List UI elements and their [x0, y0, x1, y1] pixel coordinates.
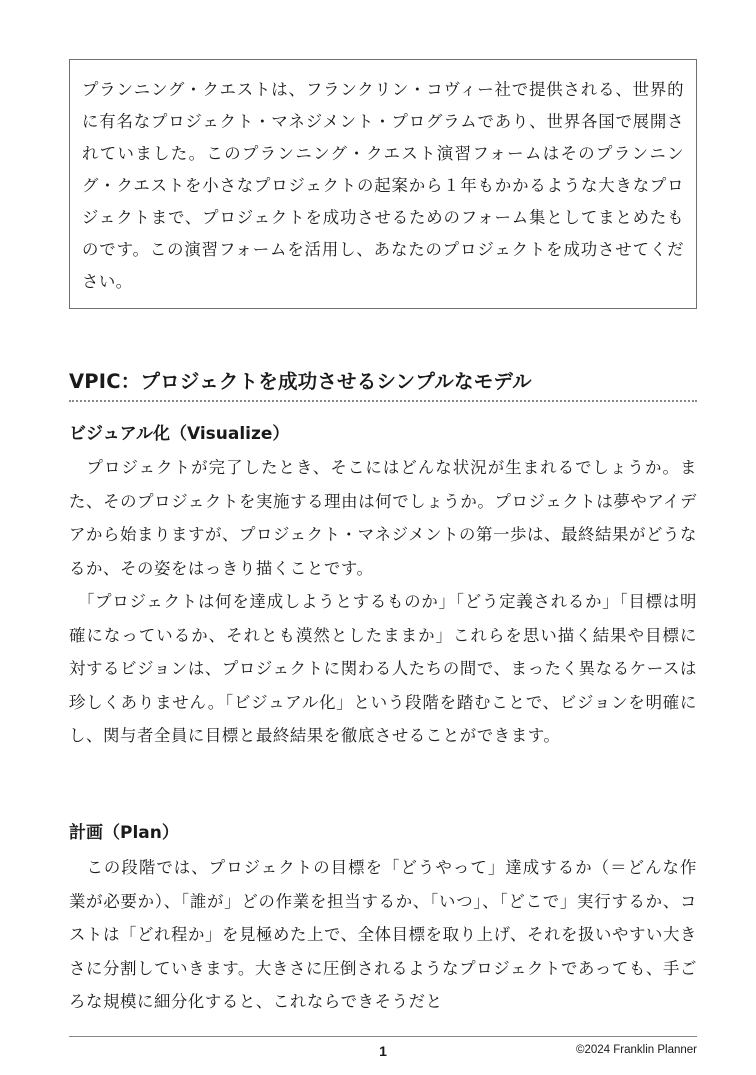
copyright-notice: ©2024 Franklin Planner	[576, 1044, 697, 1056]
visualize-paragraph-1: プロジェクトが完了したとき、そこにはどんな状況が生まれるでしょうか。また、そのプロジェクトを実施する理由は何でしょうか。プロジェクトは夢やアイデアから始まりますが、プロジェクト・マネジメントの第一歩は、最終結果がどうなるか、その姿をはっきり描くことです。	[69, 458, 697, 578]
visualize-heading: ビジュアル化（Visualize）	[69, 424, 290, 444]
visualize-paragraph-2: 「プロジェクトは何を達成しようとするものか」「どう定義されるか」「目標は明確になっているか、それとも漠然としたままか」これらを思い描く結果や目標に対するビジョンは、プロジェクトに関わる人たちの間で、まったく異なるケースは珍しくありません。「ビジュアル化」という段階を踏むことで、ビジョンを明確にし、関与者全員に目標と最終結果を徹底させることができます。	[69, 592, 697, 745]
intro-box	[69, 59, 697, 309]
section-title: VPIC：プロジェクトを成功させるシンプルなモデル	[69, 367, 697, 402]
plan-heading: 計画（Plan）	[69, 823, 179, 843]
page-number: 1	[379, 1043, 387, 1059]
footer-divider	[69, 1036, 697, 1037]
intro-text: プランニング・クエストは、フランクリン・コヴィー社で提供される、世界的に有名なプロジェクト・マネジメント・プログラムであり、世界各国で展開されていました。このプランニング・クエスト演習フォームはそのプランニング・クエストを小さなプロジェクトの起案から１年もかかるような大きなプロジェクトまで、プロジェクトを成功させるためのフォーム集としてまとめたものです。この演習フォームを活用し、あなたのプロジェクトを成功させてください。	[82, 80, 684, 291]
plan-paragraph-1: この段階では、プロジェクトの目標を「どうやって」達成するか（＝どんな作業が必要か）、「誰が」どの作業を担当するか、「いつ」、「どこで」実行するか、コストは「どれ程か」を見極めた上で、全体目標を取り上げ、それを扱いやすい大きさに分割していきます。大きさに圧倒されるようなプロジェクトであっても、手ごろな規模に細分化すると、これならできそうだと	[69, 858, 697, 1011]
